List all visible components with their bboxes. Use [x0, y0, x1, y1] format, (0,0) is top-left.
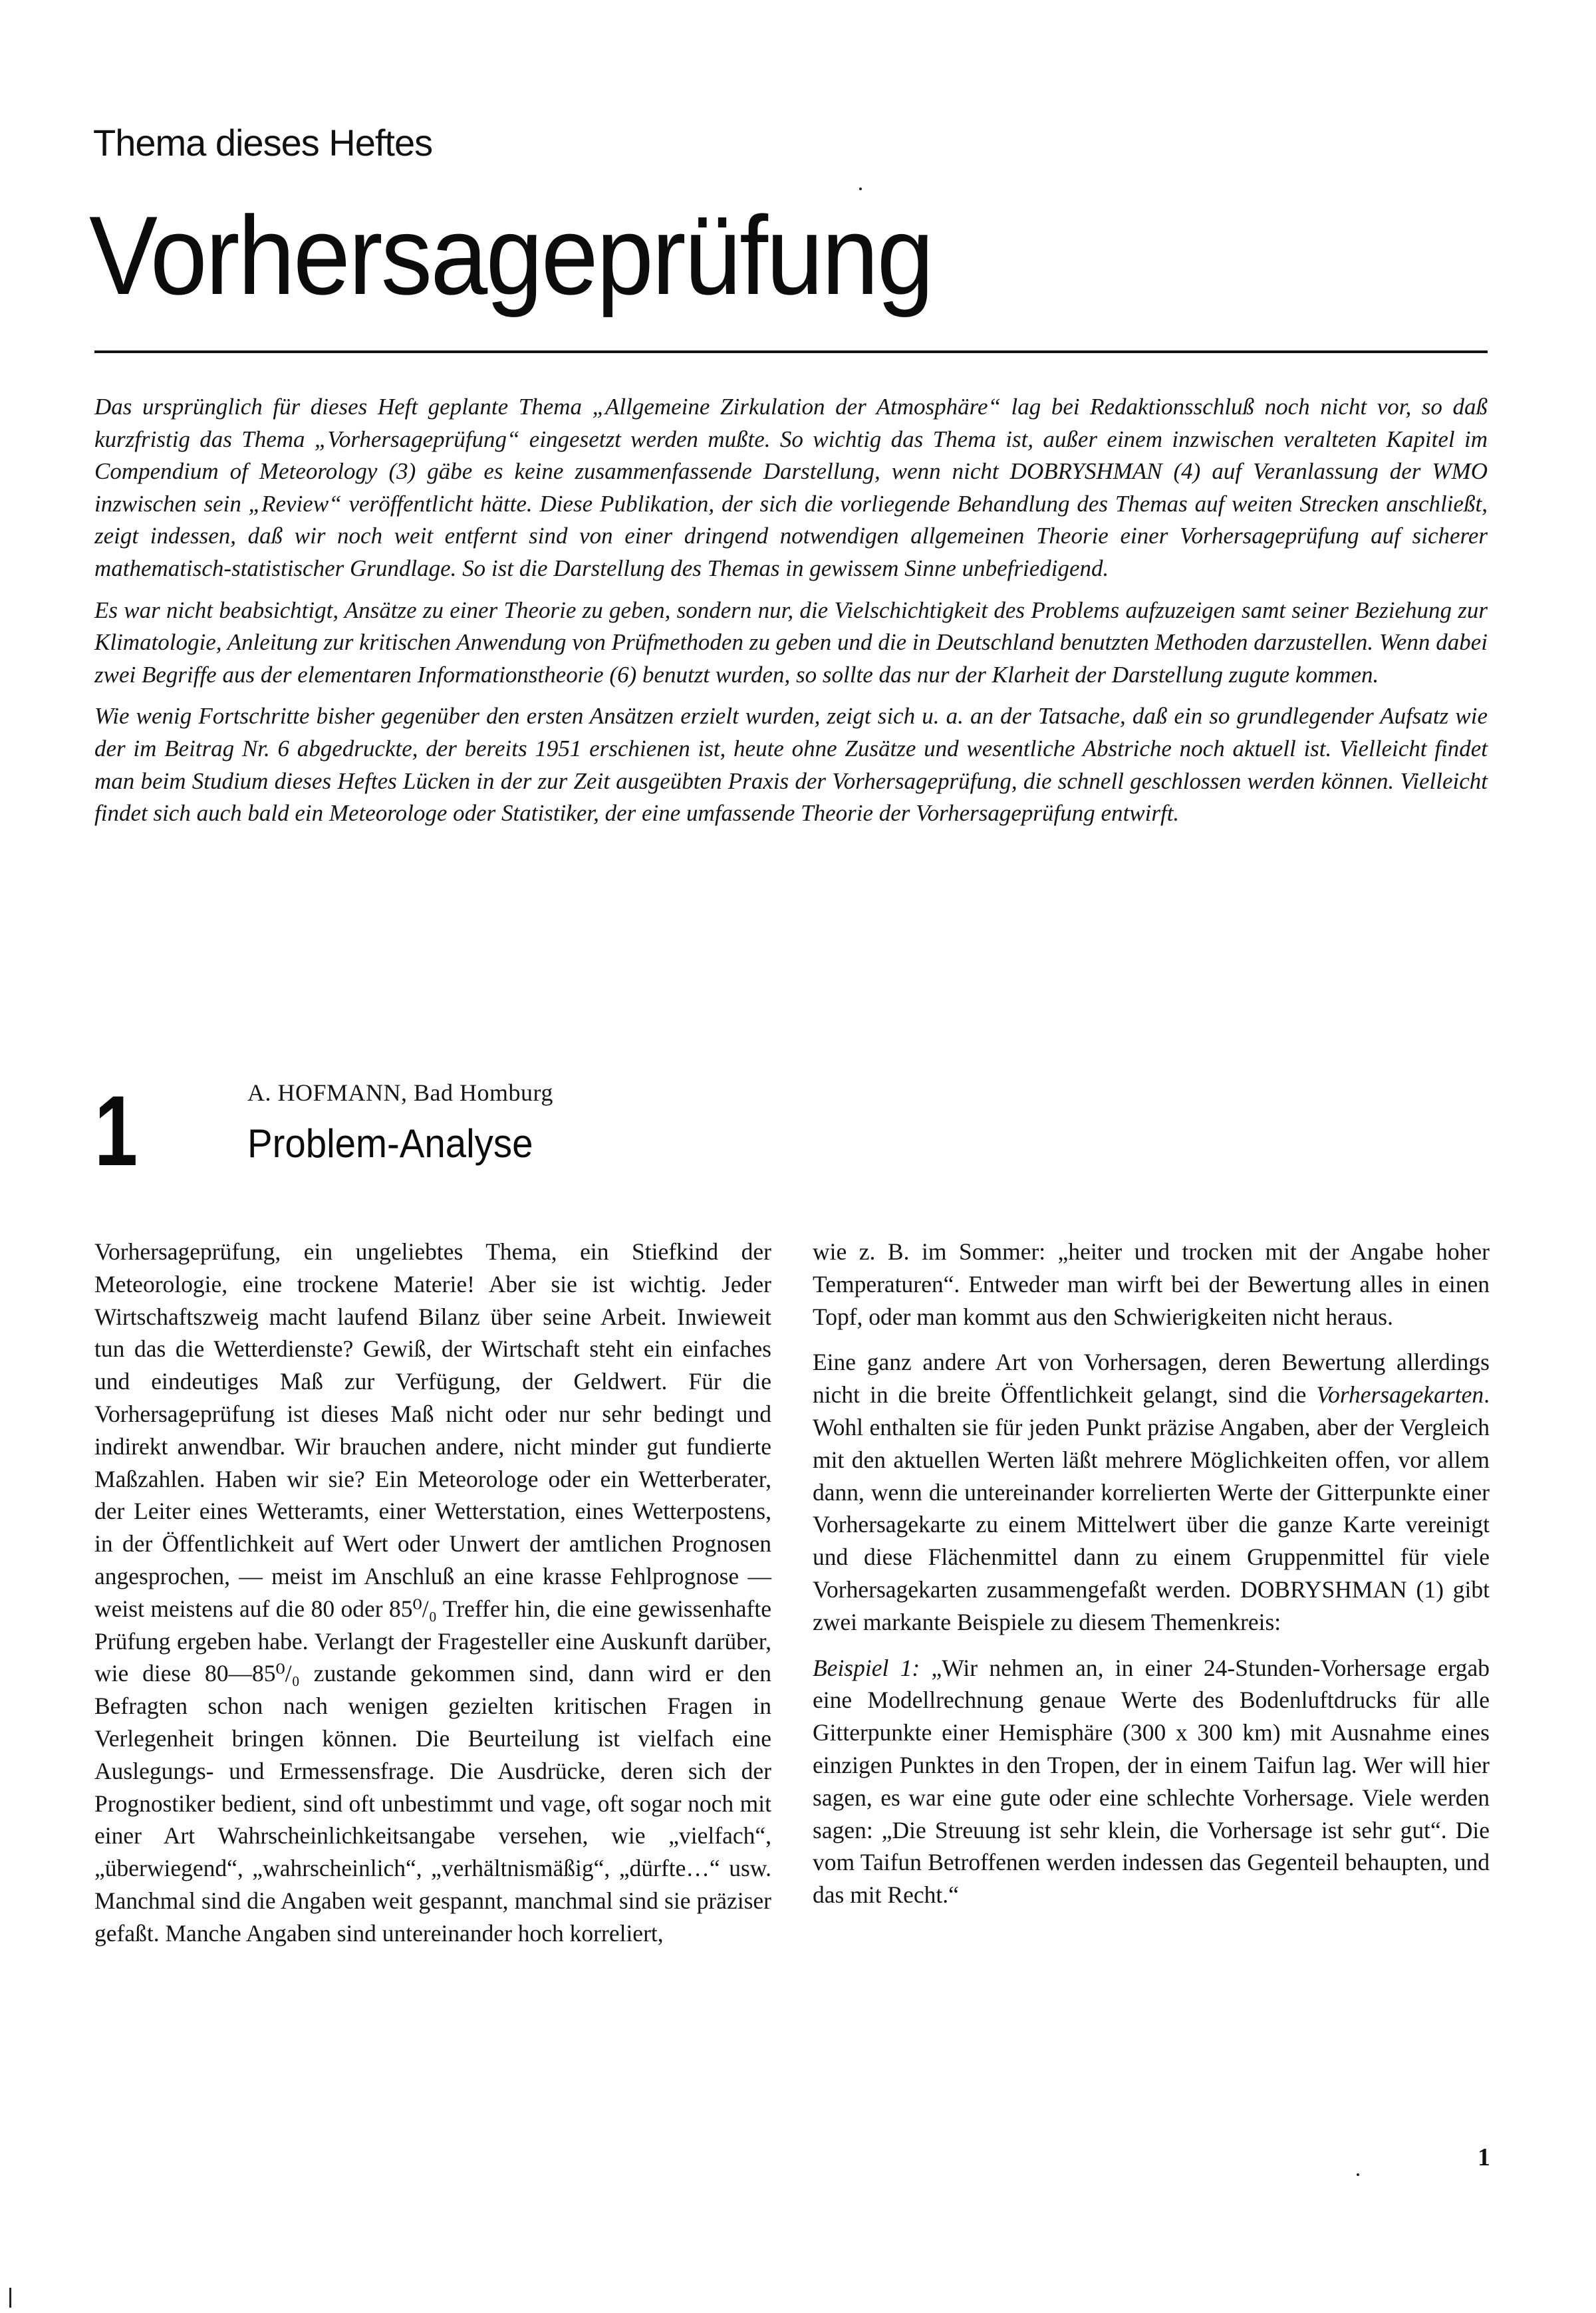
issue-theme-kicker: Thema dieses Heftes — [93, 122, 433, 164]
article-title: Problem-Analyse — [247, 1121, 533, 1166]
article-column-left — [94, 1236, 771, 1963]
emphasis-term: Vorhersagekarten — [1316, 1381, 1484, 1409]
body-paragraph: wie z. B. im Sommer: „heiter und trocken mit der Angabe hoher Temperaturen“. Entweder man wirft bei der Bewertung alles in einen Topf, oder man kommt aus den Schwierigkeiten nicht heraus. — [813, 1238, 1490, 1330]
scan-margin-mark — [9, 2288, 11, 2308]
issue-title: Vorhersageprüfung — [89, 193, 932, 318]
intro-paragraph: Es war nicht beabsichtigt, Ansätze zu einer Theorie zu geben, sondern nur, die Vielschichtigkeit des Problems aufzuzeigen samt seiner Beziehung zur Klimatologie, Anleitung zur kritischen Anwendung von Prüfmethoden zu geben und die in Deutschland benutzten Methoden darzustellen. Wenn dabei zwei Begriffe aus der elementaren Informationstheorie (6) benutzt wurden, so sollte das nur der Klarheit der Darstellung zugute kommen. — [94, 597, 1488, 688]
scan-speck — [1357, 2173, 1359, 2176]
scan-speck — [859, 188, 862, 190]
body-paragraph — [813, 1346, 1490, 1638]
text-run: „Wir nehmen an, in einer 24-Stunden-Vorhersage ergab eine Modellrechnung genaue Werte des Bodenluftdrucks für alle Gitterpunkte einer Hemisphäre (300 x 300 km) mit Ausnahme eines einzigen Punktes in den Tropen, der in einem Taifun lag. Wer will hier sagen, es war eine gute oder eine schlechte Vorhersage. Viele werden sagen: „Die Streuung ist sehr klein, die Vorhersage ist sehr gut“. Die vom Taifun Betroffenen werden indessen das Gegenteil behaupten, und das mit Recht.“ — [813, 1654, 1490, 1909]
title-divider — [94, 350, 1488, 353]
body-paragraph: Vorhersageprüfung, ein ungeliebtes Thema, ein Stiefkind der Meteorologie, eine trockene Materie! Aber sie ist wichtig. Jeder Wirtschaftszweig macht laufend Bilanz über seine Arbeit. Inwieweit tun das die Wetterdienste? Gewiß, der Wirtschaft steht ein einfaches und eindeutiges Maß zur Verfügung, der Geldwert. Für die Vorhersageprüfung ist dieses Maß nicht oder nur sehr bedingt und indirekt anwendbar. Wir brauchen andere, nicht minder gut fundierte Maßzahlen. Haben wir sie? Ein Meteorologe oder ein Wetterberater, der Leiter eines Wetteramts, einer Wetterstation, eines Wetterpostens, in der Öffentlichkeit auf Wert oder Unwert der amtlichen Prognosen angesprochen, — meist im Anschluß an eine krasse Fehlprognose — weist meistens auf die 80 oder 85⁰/₀ Treffer hin, die eine gewissenhafte Prüfung ergeben habe. Verlangt der Fragesteller eine Auskunft darüber, wie diese 80—85⁰/₀ zustande gekommen sind, dann wird er den Befragten schon nach wenigen gezielten kritischen Fragen in Verlegenheit bringen können. Die Beurteilung ist vielfach eine Auslegungs- und Ermessensfrage. Die Ausdrücke, deren sich der Prognostiker bedient, sind oft unbestimmt und vage, oft sogar noch mit einer Art Wahrscheinlichkeitsangabe versehen, wie „vielfach“, „überwiegend“, „wahrscheinlich“, „verhältnismäßig“, „dürfte…“ usw. Manchmal sind die Angaben weit gespannt, manchmal sind sie präziser gefaßt. Manche Angaben sind untereinander hoch korreliert, — [94, 1238, 771, 1947]
intro-paragraph: Wie wenig Fortschritte bisher gegenüber den ersten Ansätzen erzielt wurden, zeigt sich u. a. an der Tatsache, daß ein so grundlegender Aufsatz wie der im Beitrag Nr. 6 abgedruckte, der bereits 1951 erschienen ist, heute ohne Zusätze und wesentliche Abstriche noch aktuell ist. Vielleicht findet man beim Studium dieses Heftes Lücken in der zur Zeit ausgeübten Praxis der Vorhersageprüfung, die schnell geschlossen werden können. Vielleicht findet sich auch bald ein Meteorologe oder Statistiker, der eine umfassende Theorie der Vorhersageprüfung entwirft. — [94, 703, 1488, 827]
article-number: 1 — [94, 1075, 138, 1186]
text-run: Eine ganz andere Art von Vorhersagen, deren Bewertung allerdings nicht in die breite Öffentlichkeit gelangt, sind die — [813, 1349, 1490, 1409]
text-run: . Wohl enthalten sie für jeden Punkt präzise Angaben, aber der Vergleich mit den aktuellen Werten läßt mehrere Möglichkeiten offen, vor allem dann, wenn die untereinander korrelierten Werte der Gitterpunkte einer Vorhersagekarte zu einem Mittelwert über die ganze Karte vereinigt und diese Flächenmittel dann zu einem Gruppenmittel für viele Vorhersagekarten zusammengefaßt werden. DOBRYSHMAN (1) gibt zwei markante Beispiele zu diesem Themenkreis: — [813, 1381, 1490, 1635]
example-label: Beispiel 1: — [813, 1654, 920, 1681]
editorial-introduction — [94, 391, 1488, 839]
article-column-right — [813, 1236, 1490, 1925]
page-number: 1 — [1478, 2143, 1490, 2171]
article-author: A. HOFMANN, Bad Homburg — [247, 1079, 553, 1106]
example-paragraph — [813, 1652, 1490, 1911]
intro-paragraph: Das ursprünglich für dieses Heft geplante Thema „Allgemeine Zirkulation der Atmosphäre“ lag bei Redaktionsschluß noch nicht vor, so daß kurzfristig das Thema „Vorhersageprüfung“ eingesetzt werden mußte. So wichtig das Thema ist, außer einem inzwischen veralteten Kapitel im Compendium of Meteorology (3) gäbe es keine zusammenfassende Darstellung, wenn nicht DOBRYSHMAN (4) auf Veranlassung der WMO inzwischen sein „Review“ veröffentlicht hätte. Diese Publikation, der sich die vorliegende Behandlung des Themas auf weiten Strecken anschließt, zeigt indessen, daß wir noch weit entfernt sind von einer dringend notwendigen allgemeinen Theorie einer Vorhersageprüfung auf sicherer mathematisch-statistischer Grundlage. So ist die Darstellung des Themas in gewissem Sinne unbefriedigend. — [94, 394, 1488, 581]
